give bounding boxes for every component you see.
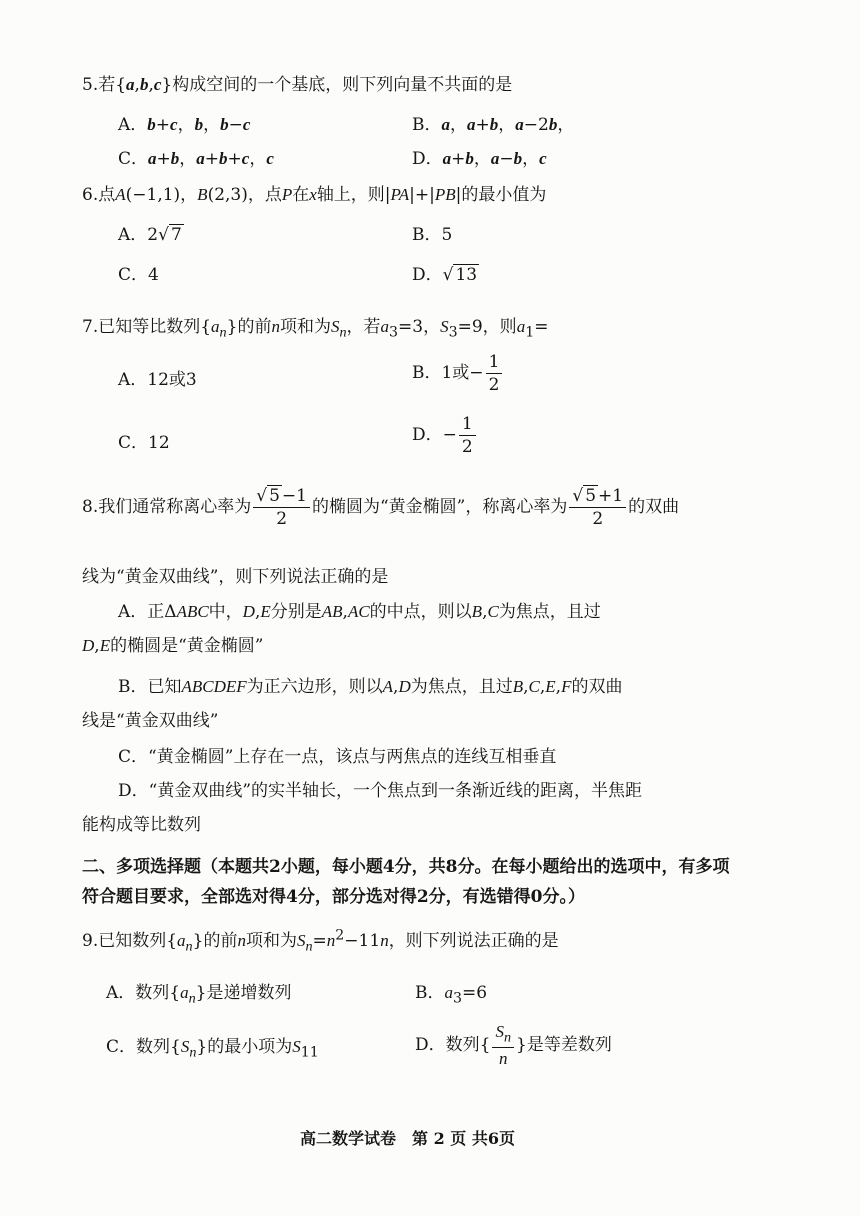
- q8-option-a-line2: D,E的椭圆是“黄金椭圆”: [82, 636, 264, 656]
- q9-option-d: D．数列{ $\frac{S_n}{n}$ }是等差数列: [415, 1022, 612, 1069]
- q9-option-c: C．数列$\{S_n\}$的最小项为$S_{11}$: [106, 1037, 319, 1061]
- q7-option-a: A．12或3: [118, 370, 197, 390]
- q6-stem: 6.点A(−1,1)，B(2,3)，点P在x轴上，则|PA|+|PB|的最小值为: [82, 185, 547, 205]
- q7-option-b: B．1或− $\frac{1}{2}$: [412, 352, 504, 395]
- q9-stem: 9.已知数列$\{a_n\}$的前n项和为$S_n=n^2-11n$，则下列说法正确的是: [82, 927, 559, 955]
- q8-option-c: C．“黄金椭圆”上存在一点，该点与两焦点的连线互相垂直: [118, 747, 557, 767]
- section2-heading-line2: 符合题目要求，全部选对得4分，部分选对得2分，有选错得0分。）: [82, 887, 585, 907]
- q5-stem: 5.若{a,b,c}构成空间的一个基底，则下列向量不共面的是: [82, 75, 513, 95]
- q9-option-a: A．数列$\{a_n\}$是递增数列: [106, 983, 292, 1007]
- q8-option-d-line2: 能构成等比数列: [82, 815, 201, 835]
- q8-option-b-line1: B．已知ABCDEF为正六边形，则以A,D为焦点，且过B,C,E,F的双曲: [118, 677, 623, 697]
- q6-option-d: D．√ 13: [412, 265, 478, 285]
- q5-option-d: D．a+b，a−b，c: [412, 149, 547, 169]
- q9-option-b: B．$a_3=6$: [415, 983, 488, 1007]
- section2-heading-line1: 二、多项选择题（本题共2小题，每小题4分，共8分。在每小题给出的选项中，有多项: [82, 857, 730, 877]
- q5-option-c: C．a+b，a+b+c，c: [118, 149, 274, 169]
- q7-option-d: D．− $\frac{1}{2}$: [412, 414, 478, 457]
- q8-stem-line2: 线为“黄金双曲线”，则下列说法正确的是: [82, 567, 389, 587]
- q7-option-c: C．12: [118, 433, 170, 453]
- q8-option-a-line1: A．正ΔABC中，D,E分别是AB,AC的中点，则以B,C为焦点，且过: [118, 602, 601, 622]
- q5-option-b: B．a，a+b，a−2b，: [412, 115, 575, 135]
- q6-option-a: A．2√ 7: [118, 225, 182, 245]
- q8-option-b-line2: 线是“黄金双曲线”: [82, 711, 219, 731]
- q7-stem: 7.已知等比数列$\{a_n\}$的前n项和为$S_n$，若$a_3=3$，$S_3=9$，则$a_1=$: [82, 317, 549, 341]
- q5-option-a: A．b+c，b，b−c: [118, 115, 251, 135]
- q6-option-c: C．4: [118, 265, 159, 285]
- page-footer: 高二数学试卷 第 2 页 共6页: [300, 1129, 515, 1148]
- q6-option-b: B．5: [412, 225, 453, 245]
- q8-stem-line1: 8.我们通常称离心率为 $\frac{√ 5 -1}{2}$ 的椭圆为“黄金椭圆”，称离心率为 $\frac{√ 5 +1}{2}$ 的双曲: [82, 486, 680, 529]
- q8-option-d-line1: D．“黄金双曲线”的实半轴长，一个焦点到一条渐近线的距离，半焦距: [118, 781, 643, 801]
